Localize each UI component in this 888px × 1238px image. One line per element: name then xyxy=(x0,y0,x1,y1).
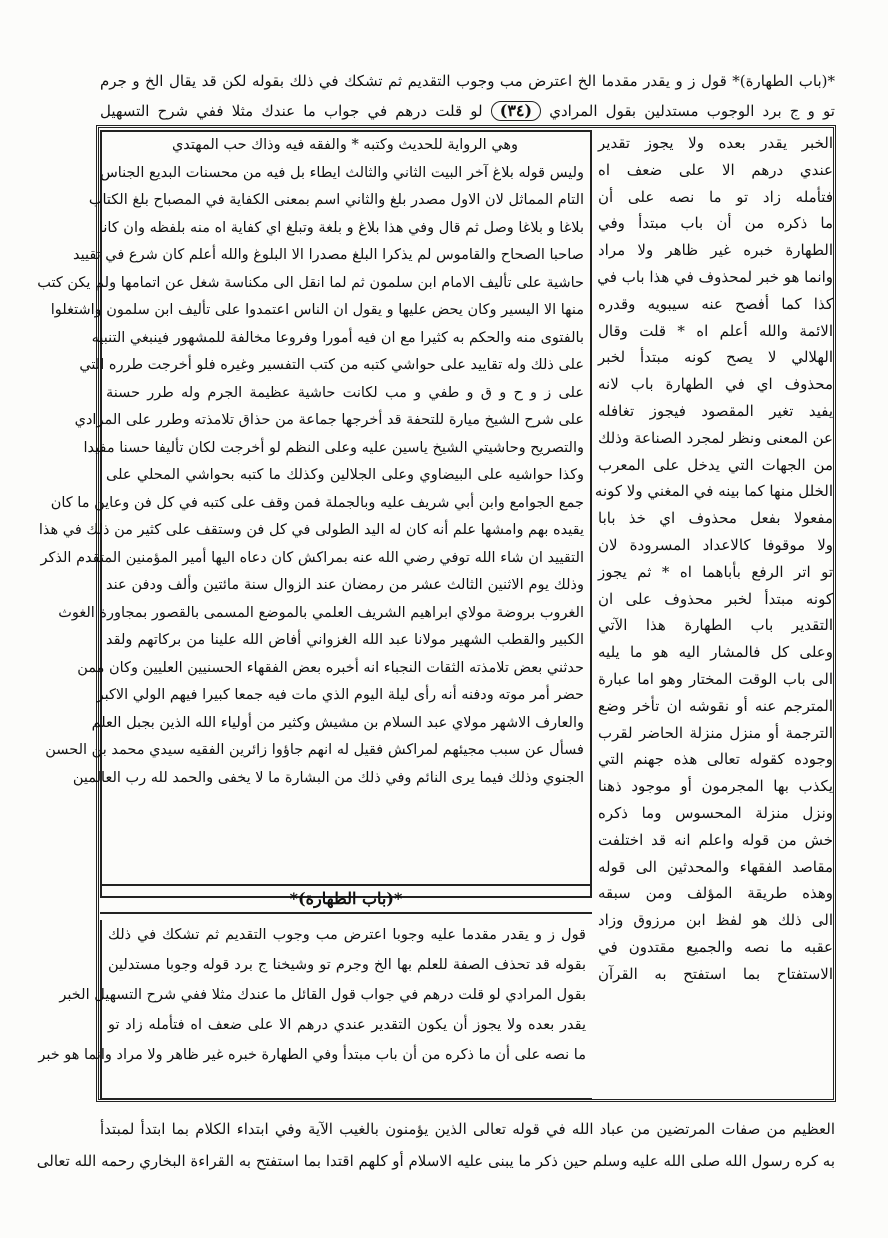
side-text-line: ما ذكره من أن باب مبتدأ وفي xyxy=(598,214,833,233)
footer-line-2: به كره رسول الله صلى الله عليه وسلم حين ذكر ما يبنى عليه الاسلام أو كلهم اقتدا بما استفتح به القراءة البخاري رحمه الله تعالى xyxy=(36,1152,835,1170)
main-text-line: حضر أمر موته ودفنه أنه رأى ليلة اليوم الذي مات فيه جمعا كبيرا فيهم الولي الاكبر xyxy=(96,687,584,703)
lower-text-line: ما نصه على أن ما ذكره من أن باب مبتدأ وفي الطهارة خبره غير ظاهر ولا مراد وانما هو خبر xyxy=(38,1047,586,1063)
main-text-line: وذلك يوم الاثنين الثالث عشر من رمضان عند الزوال سنة مائتين وألف ودفن عند xyxy=(106,577,584,593)
side-text-line: ولا موقوفا كالاعداد المسرودة لان xyxy=(598,535,833,554)
side-text-line: التقدير باب الطهارة هذا الآتي xyxy=(598,616,833,635)
lower-text-line: قول ز و يقدر مقدما عليه وجوبا اعترض مب وجوب التقديم ثم تشكك في ذلك xyxy=(108,927,586,943)
lower-text-line: بقول المرادي لو قلت درهم في جواب قول القائل ما عندك مثلا ففي شرح التسهيل الخبر xyxy=(59,987,586,1003)
side-text-line: عن المعنى ونظر لمجرد الصناعة وذلك xyxy=(598,428,833,447)
side-text-line: الى ذلك هو لفظ ابن مرزوق وزاد xyxy=(598,911,833,930)
side-text-line: كونه مبتدأ لخبر محذوف على ان xyxy=(598,589,833,608)
side-text-line: ونزل منزلة المحسوس وما ذكره xyxy=(598,803,833,822)
main-text-line: جمع الجوامع وابن أبي شريف عليه وبالجملة فمن وقف على كتبه في كل فن وعاين ما كان xyxy=(50,494,584,511)
main-text-line: فسأل عن سبب مجيئهم لمراكش فقيل له انهم جاؤوا زائرين الفقيه سيدي محمد بن الحسن xyxy=(45,742,584,758)
side-text-line: الى باب الوقت المختار وهو اما عبارة xyxy=(598,669,833,688)
main-text-line: يقيده بهم وامشها علم أنه كان له اليد الطولى في كل فن وستقف على كثير من ذلك في هذا xyxy=(38,522,584,538)
main-text-line: حاشية على تأليف الامام ابن سلمون ثم لما انقل الى مكناسة شغل عن اتمامها ولم يكن كتب xyxy=(37,274,584,291)
side-text-line: مقاصد الفقهاء والمحدثين الى قوله xyxy=(598,857,833,876)
side-text-line: الترجمة أو منزل منزلة الحاضر لقرب xyxy=(598,723,833,742)
main-text-line: التقييد ان شاء الله توفي رضي الله عنه بمراكش كان دعاه اليها أمير المؤمنين المتقدم الذكر xyxy=(40,549,584,566)
main-column xyxy=(37,130,592,898)
side-text-line: تو اتر الرفع بأباهما اه * ثم يجوز xyxy=(598,562,833,581)
main-text-line: الجنوي وذلك فيما يرى النائم وفي ذلك من البشارة ما لا يخفى والحمد لله رب العالمين xyxy=(72,769,584,786)
side-text-line: الخبر يقدر بعده ولا يجوز تقدير xyxy=(598,134,833,152)
main-text-line: وليس قوله بلاغ آخر البيت الثاني والثالث ايطاء بل فيه من محسنات البديع الجناس xyxy=(100,164,584,181)
side-text-line: عندي درهم الا على ضعف اه xyxy=(598,160,833,179)
lower-column xyxy=(38,920,592,1100)
side-text-line: المترجم عنه أو نقوشه ان تأخر وضع xyxy=(598,696,833,715)
side-text-line: يفيد تغير المقصود فيجوز تغافله xyxy=(598,401,833,420)
footer-line-1: العظيم من صفات المرتضين من عباد الله في قوله تعالى الذين يؤمنون بالغيب الآية وفي ابتداء الكلام بما ابتدأ لمبتدأ xyxy=(100,1120,835,1138)
side-text-line: الاستفتاح بما استفتح به القرآن xyxy=(598,964,833,983)
side-text-line: وانما هو خبر لمحذوف في هذا باب في xyxy=(597,267,833,286)
main-text-line: صاحبا الصحاح والقاموس لم يذكرا البلغ مصدرا الا البلوغ والله أعلم كان شرع في تقييد xyxy=(72,247,584,263)
header-line-2 xyxy=(100,100,835,124)
header-text-1: *(باب الطهارة)* قول ز و يقدر مقدما الخ اعترض مب وجوب التقديم ثم تشكك في ذلك بقوله لكن قد يقال الخ و جرم xyxy=(100,72,835,90)
side-text-line: الهلالي لا يصح كونه مبتدأ لخبر xyxy=(598,348,833,367)
main-text-line: الكبير والقطب الشهير مولانا عبد الله الغزواني أفاض الله علينا من بركاتهم ولقد xyxy=(106,632,584,648)
side-text-line: وجوده كقوله تعالى هذه جهنم التي xyxy=(598,750,833,769)
side-column xyxy=(594,130,833,1095)
main-text-line: بالفتوى منه والحكم به كثيرا مع ان فيه أمورا وفروعا مخالفة للمشهور فينبغي التنبيه xyxy=(91,329,584,346)
main-text-line: والتصريح وحاشيتي الشيخ ياسين عليه وعلى النظم لو أخرجت لكان تأليفا حسنا مفيدا xyxy=(83,439,584,456)
main-text-line: التام المماثل لان الاول مصدر بلغ والثاني اسم بمعنى الكفاية في المصباح بلغ الكتاب xyxy=(88,192,584,208)
side-text-line: وعلى كل فالمشار اليه هو ما يليه xyxy=(598,643,833,662)
side-text-line: فتأمله زاد تو ما نصه على أن xyxy=(598,187,833,206)
main-text-line: على ز و ح و ق و طفي و مب لكانت حاشية عظيمة الجرم وله طرر حسنة xyxy=(106,384,584,401)
main-text-line: على شرح الشيخ ميارة للتحفة قد أخرجها جماعة من حذاق تلامذته وطرر على المرادي xyxy=(74,412,584,428)
side-text-line: كذا كما أفصح عنه سيبويه وقدره xyxy=(598,294,833,313)
side-text-line: الخلل منها كما بينه في المغني ولا كونه xyxy=(594,482,833,501)
side-text-line: الطهارة خبره غير ظاهر ولا مراد xyxy=(598,241,833,260)
header-text-2b: لو قلت درهم في جواب ما عندك مثلا ففي شرح التسهيل xyxy=(100,102,483,120)
main-text-line: منها الا اليسير وكان يحض عليها و يقول ان الناس اعتمدوا على تأليف ابن سلمون واشتغلوا xyxy=(50,302,584,318)
side-text-line: يكذب بها المجرمون أو موجود ذهنا xyxy=(598,777,833,796)
side-text-line: مفعولا بفعل محذوف اي خذ بابا xyxy=(598,509,833,528)
lower-text-line: يقدر بعده ولا يجوز أن يكون التقدير عندي درهم الا على ضعف اه فتأمله زاد تو xyxy=(108,1017,586,1033)
lower-text-line: بقوله قد تحذف الصفة للعلم بها الخ وجرم تو وشيخنا ج برد قوله وجوبا مستدلين xyxy=(108,957,586,973)
main-text-line: وهي الرواية للحديث وكتبه * والفقه فيه وذاك حب المهتدي xyxy=(171,137,519,153)
header-line-1 xyxy=(100,70,835,94)
page-number: (٣٤) xyxy=(491,101,541,121)
side-text-line: من الجهات التي يدخل على المعرب xyxy=(598,455,833,474)
main-text-line: والعارف الاشهر مولاي عبد السلام بن مشيش وكثير من أولياء الله الذين بجبل العلم xyxy=(91,714,584,731)
main-text-line: بلاغا و بلاغا وصل ثم قال وفي هذا بلاغ و بلغة وتبلغ اي كفاية اه منه بلفظه وان كانا xyxy=(98,219,584,236)
header-text-2a: تو و ج برد الوجوب مستدلين بقول المرادي xyxy=(549,102,835,120)
side-text-line: الائمة والله أعلم اه * قلت وقال xyxy=(598,321,833,340)
main-text-line: حدثني بعض تلامذته الثقات النجباء انه أخبره بعض الفقهاء الحسنيين العليين وكان ممن xyxy=(77,659,584,676)
side-text-line: وهذه طريقة المؤلف ومن سبقه xyxy=(598,884,833,903)
main-text-line: وكذا حواشيه على البيضاوي وعلى الجلالين وكذلك ما كتبه بحواشي المحلي على xyxy=(106,467,584,483)
side-text-line: محذوف اي في الطهارة باب لانه xyxy=(598,375,833,394)
side-text-line: خش من قوله واعلم انه قد اختلفت xyxy=(598,830,833,849)
side-text-line: عقبه ما نصه والجميع مقتدون في xyxy=(598,937,833,956)
section-title: *(باب الطهارة)* xyxy=(100,884,592,914)
main-text-line: على ذلك وله تقاييد على حواشي كتبه من كتب التفسير وغيره فلو أخرجت طرره التي xyxy=(79,357,584,373)
main-text-line: الغروب بروضة مولاي ابراهيم الشريف العلمي بالموضع المسمى بالقصور بمجاورة الغوث xyxy=(58,604,584,621)
